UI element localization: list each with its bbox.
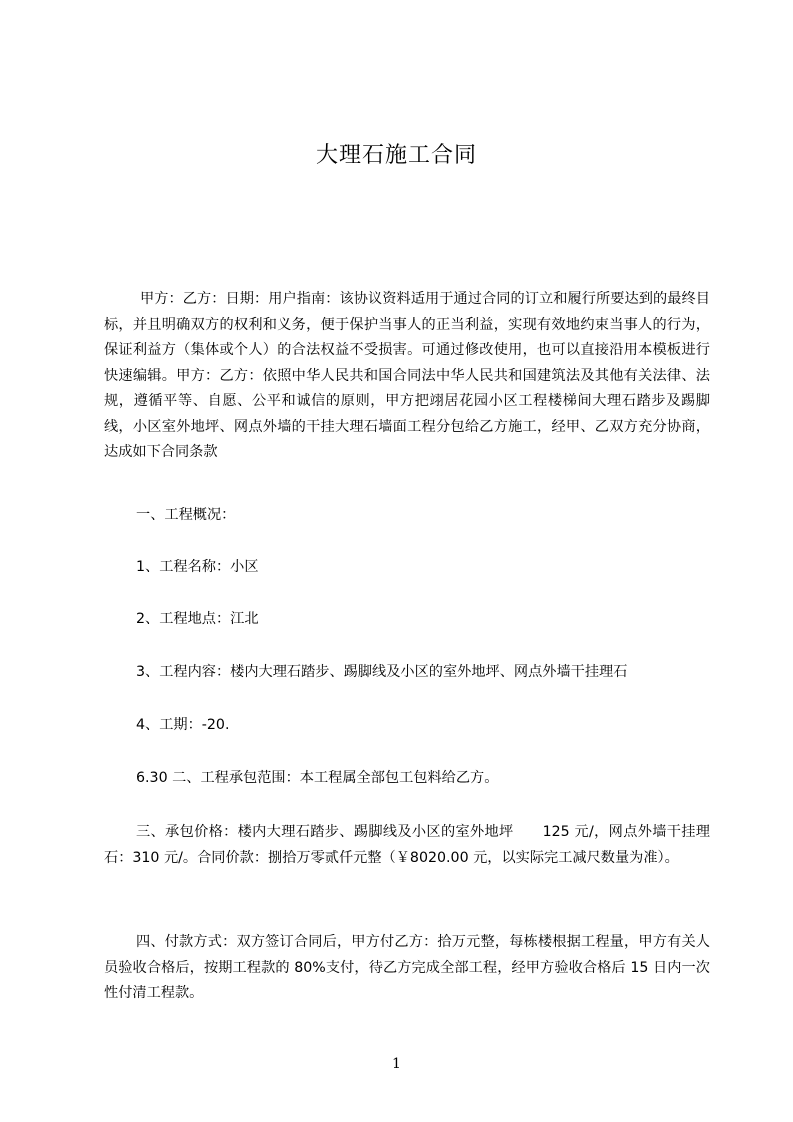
- document-title: 大理石施工合同: [315, 143, 477, 168]
- project-name-item: 1、工程名称：小区: [136, 559, 259, 575]
- section4-payment-paragraph: 四、付款方式：双方签订合同后，甲方付乙方：拾万元整，每栋楼根据工程量，甲方有关人员验收合格后，按期工程款的 80%支付，待乙方完成全部工程，经甲方验收合格后 15 日内一次性付清工程款。: [104, 934, 710, 1001]
- project-location-item: 2、工程地点：江北: [136, 611, 259, 627]
- project-duration-item: 4、工期：-20.: [136, 717, 230, 733]
- section3-price-paragraph: 三、承包价格：楼内大理石踏步、踢脚线及小区的室外地坪 125 元/，网点外墙干挂理石：310 元/。合同价款：捌拾万零贰仟元整（￥8020.00 元，以实际完工减尺数量为准）。: [104, 824, 710, 866]
- section1-heading: 一、工程概况：: [136, 507, 236, 523]
- page-number: 1: [392, 1056, 401, 1072]
- section2-scope: 6.30 二、工程承包范围：本工程属全部包工包料给乙方。: [136, 770, 499, 786]
- intro-paragraph: 甲方：乙方：日期：用户指南：该协议资料适用于通过合同的订立和履行所要达到的最终目标，并且明确双方的权利和义务，便于保护当事人的正当利益，实现有效地约束当事人的行为，保证利益方（集体或个人）的合法权益不受损害。可通过修改使用，也可以直接沿用本模板进行快速编辑。甲方：乙方：依照中华人民共和国合同法中华人民共和国建筑法及其他有关法律、法规，遵循平等、自愿、公平和诚信的原则，甲方把翊居花园小区工程楼梯间大理石踏步及踢脚线，小区室外地坪、网点外墙的干挂大理石墙面工程分包给乙方施工，经甲、乙双方充分协商，达成如下合同条款: [104, 291, 710, 460]
- project-content-item: 3、工程内容：楼内大理石踏步、踢脚线及小区的室外地坪、网点外墙干挂理石: [136, 664, 628, 680]
